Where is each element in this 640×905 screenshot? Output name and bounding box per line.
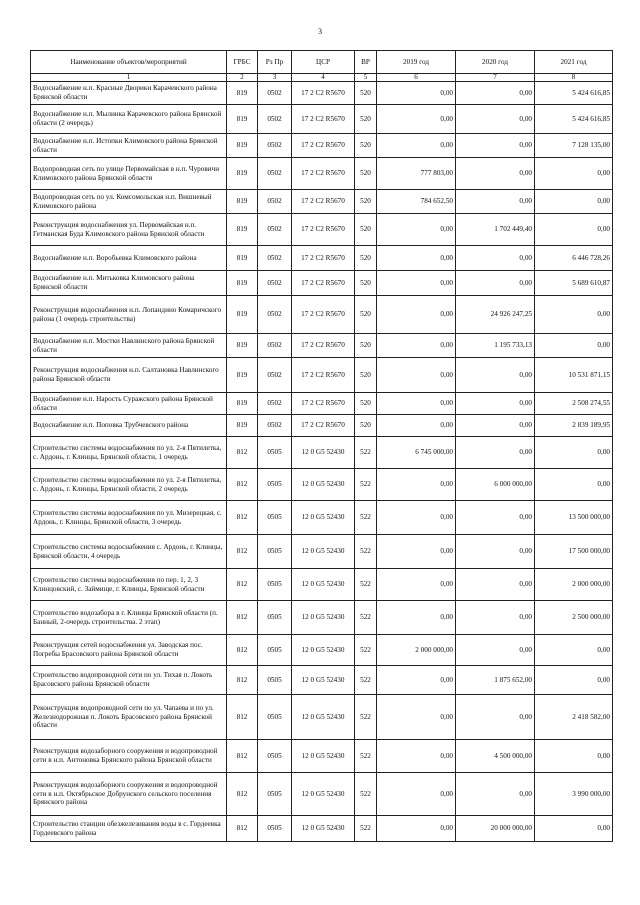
row-rzpr: 0502: [258, 246, 292, 271]
row-vr: 520: [355, 158, 377, 190]
row-2021: 2 000 000,00: [535, 569, 613, 601]
row-2020: 0,00: [456, 695, 535, 740]
row-2019: 0,00: [377, 246, 456, 271]
row-rzpr: 0502: [258, 393, 292, 415]
row-2020: 1 195 733,13: [456, 334, 535, 358]
row-vr: 522: [355, 437, 377, 469]
row-name: Строительство системы водоснабжения по ул. 2-я Пятилетка, с. Ардонь, г. Клинцы, Брянской области, 1 очередь: [31, 437, 227, 469]
row-name: Реконструкция водопроводной сети по ул. Чапаева и по ул. Железнодорожная п. Локоть Брасовского района Брянской области: [31, 695, 227, 740]
row-2021: 0,00: [535, 334, 613, 358]
row-csr: 17 2 C2 R5670: [292, 214, 355, 246]
row-csr: 17 2 C2 R5670: [292, 393, 355, 415]
row-2021: 0,00: [535, 469, 613, 501]
row-grbs: 812: [227, 635, 258, 666]
row-2019: 0,00: [377, 816, 456, 842]
row-csr: 17 2 C2 R5670: [292, 358, 355, 393]
row-vr: 520: [355, 296, 377, 334]
row-rzpr: 0502: [258, 334, 292, 358]
row-rzpr: 0505: [258, 569, 292, 601]
column-number: 3: [258, 74, 292, 82]
row-rzpr: 0502: [258, 158, 292, 190]
row-2019: 0,00: [377, 601, 456, 635]
header-rzpr: Рз Пр: [258, 51, 292, 74]
row-2019: 0,00: [377, 214, 456, 246]
row-grbs: 812: [227, 437, 258, 469]
row-csr: 17 2 C2 R5670: [292, 158, 355, 190]
row-grbs: 812: [227, 695, 258, 740]
row-2019: 0,00: [377, 501, 456, 535]
row-2021: 0,00: [535, 740, 613, 773]
row-csr: 12 0 G5 52430: [292, 535, 355, 569]
row-grbs: 819: [227, 358, 258, 393]
row-2020: 0,00: [456, 358, 535, 393]
row-csr: 12 0 G5 52430: [292, 601, 355, 635]
row-vr: 522: [355, 569, 377, 601]
row-2019: 0,00: [377, 695, 456, 740]
row-vr: 520: [355, 271, 377, 296]
row-grbs: 819: [227, 415, 258, 437]
row-grbs: 812: [227, 569, 258, 601]
table-row: [31, 501, 613, 535]
column-number: 7: [456, 74, 535, 82]
row-name: Строительство водопроводной сети по ул. Тихая п. Локоть Брасовского района Брянской области: [31, 666, 227, 695]
row-rzpr: 0502: [258, 415, 292, 437]
column-number: 5: [355, 74, 377, 82]
row-vr: 522: [355, 666, 377, 695]
row-name: Водоснабжение н.п. Воробьевка Климовского района: [31, 246, 227, 271]
table-row: [31, 271, 613, 296]
row-name: Строительство водозабора в г. Клинцы Брянской области (п. Банный, 2-очередь строительства. 2 этап): [31, 601, 227, 635]
row-vr: 520: [355, 334, 377, 358]
row-vr: 522: [355, 601, 377, 635]
header-row: [31, 51, 613, 74]
row-rzpr: 0505: [258, 740, 292, 773]
row-grbs: 812: [227, 740, 258, 773]
table-row: [31, 666, 613, 695]
row-2021: 0,00: [535, 190, 613, 214]
row-csr: 12 0 G5 52430: [292, 695, 355, 740]
row-name: Реконструкция водоснабжения н.п. Салтановка Навлинского района Брянской области: [31, 358, 227, 393]
row-grbs: 812: [227, 535, 258, 569]
row-grbs: 819: [227, 158, 258, 190]
table-row: [31, 740, 613, 773]
row-2020: 0,00: [456, 415, 535, 437]
row-name: Водопроводная сеть по ул. Комсомольская н.п. Вишневый Климовского района: [31, 190, 227, 214]
row-2021: 10 531 871,15: [535, 358, 613, 393]
row-2019: 0,00: [377, 469, 456, 501]
column-number-row: [31, 74, 613, 82]
row-2020: 0,00: [456, 82, 535, 105]
row-name: Водоснабжение н.п. Истопки Климовского района Брянской области: [31, 134, 227, 158]
row-grbs: 819: [227, 105, 258, 134]
page-number: 3: [318, 27, 322, 36]
header-2020: 2020 год: [456, 51, 535, 74]
row-2021: 0,00: [535, 296, 613, 334]
header-grbs: ГРБС: [227, 51, 258, 74]
column-number: 4: [292, 74, 355, 82]
row-grbs: 819: [227, 296, 258, 334]
row-2021: 2 839 189,95: [535, 415, 613, 437]
row-2019: 0,00: [377, 82, 456, 105]
row-csr: 17 2 C2 R5670: [292, 334, 355, 358]
row-name: Реконструкция водоснабжения н.п. Лопандино Комаричского района (1 очередь строительства): [31, 296, 227, 334]
row-2020: 0,00: [456, 393, 535, 415]
row-2019: 6 745 000,00: [377, 437, 456, 469]
row-2020: 0,00: [456, 535, 535, 569]
table-row: [31, 569, 613, 601]
row-rzpr: 0505: [258, 695, 292, 740]
row-2019: 0,00: [377, 393, 456, 415]
row-name: Реконструкция водоснабжения ул. Первомайская н.п. Гетманская Буда Климовского района Брянской области: [31, 214, 227, 246]
table-row: [31, 190, 613, 214]
row-rzpr: 0505: [258, 635, 292, 666]
row-2019: 0,00: [377, 105, 456, 134]
row-name: Водоснабжение н.п. Нарость Суражского района Брянской области: [31, 393, 227, 415]
row-rzpr: 0502: [258, 82, 292, 105]
row-rzpr: 0505: [258, 816, 292, 842]
row-vr: 520: [355, 393, 377, 415]
table-row: [31, 158, 613, 190]
row-grbs: 812: [227, 601, 258, 635]
row-grbs: 812: [227, 816, 258, 842]
table-row: [31, 469, 613, 501]
table-row: [31, 246, 613, 271]
header-name: Наименование объектов/мероприятий: [31, 51, 227, 74]
row-csr: 17 2 C2 R5670: [292, 415, 355, 437]
row-vr: 522: [355, 816, 377, 842]
table-row: [31, 695, 613, 740]
row-name: Строительство системы водоснабжения с. Ардонь, г. Клинцы, Брянской области, 4 очередь: [31, 535, 227, 569]
row-2020: 0,00: [456, 158, 535, 190]
row-2019: 784 652,50: [377, 190, 456, 214]
row-2020: 0,00: [456, 437, 535, 469]
table-row: [31, 334, 613, 358]
row-rzpr: 0505: [258, 469, 292, 501]
row-rzpr: 0505: [258, 535, 292, 569]
table-row: [31, 635, 613, 666]
row-2019: 2 000 000,00: [377, 635, 456, 666]
row-csr: 17 2 C2 R5670: [292, 246, 355, 271]
row-vr: 520: [355, 105, 377, 134]
row-2021: 0,00: [535, 635, 613, 666]
row-vr: 522: [355, 773, 377, 816]
row-rzpr: 0502: [258, 214, 292, 246]
row-2020: 0,00: [456, 569, 535, 601]
row-2019: 0,00: [377, 296, 456, 334]
row-2021: 0,00: [535, 214, 613, 246]
column-number: 1: [31, 74, 227, 82]
row-vr: 522: [355, 635, 377, 666]
row-vr: 520: [355, 358, 377, 393]
row-rzpr: 0505: [258, 501, 292, 535]
header-vr: ВР: [355, 51, 377, 74]
row-vr: 520: [355, 415, 377, 437]
row-2021: 17 500 000,00: [535, 535, 613, 569]
row-2019: 0,00: [377, 415, 456, 437]
row-2020: 24 926 247,25: [456, 296, 535, 334]
row-2020: 0,00: [456, 246, 535, 271]
row-2021: 2 508 274,55: [535, 393, 613, 415]
row-2020: 0,00: [456, 105, 535, 134]
row-2021: 0,00: [535, 437, 613, 469]
row-csr: 12 0 G5 52430: [292, 666, 355, 695]
row-2019: 0,00: [377, 569, 456, 601]
row-csr: 12 0 G5 52430: [292, 501, 355, 535]
table-row: [31, 296, 613, 334]
row-name: Строительство системы водоснабжения по ул. 2-я Пятилетка, с. Ардонь, г. Клинцы, Брянской области, 2 очередь: [31, 469, 227, 501]
row-name: Водоснабжение н.п. Митьковка Климовского района Брянской области: [31, 271, 227, 296]
row-rzpr: 0502: [258, 358, 292, 393]
table-row: [31, 601, 613, 635]
row-csr: 17 2 C2 R5670: [292, 190, 355, 214]
row-2019: 0,00: [377, 334, 456, 358]
row-csr: 12 0 G5 52430: [292, 569, 355, 601]
row-2020: 0,00: [456, 635, 535, 666]
row-2020: 0,00: [456, 501, 535, 535]
row-csr: 17 2 C2 R5670: [292, 105, 355, 134]
row-2020: 20 000 000,00: [456, 816, 535, 842]
row-vr: 522: [355, 469, 377, 501]
row-grbs: 812: [227, 666, 258, 695]
row-vr: 520: [355, 214, 377, 246]
row-2021: 2 500 000,00: [535, 601, 613, 635]
row-2019: 0,00: [377, 666, 456, 695]
table-row: [31, 816, 613, 842]
row-csr: 12 0 G5 52430: [292, 816, 355, 842]
table-row: [31, 105, 613, 134]
column-number: 2: [227, 74, 258, 82]
row-vr: 522: [355, 740, 377, 773]
row-2021: 6 446 728,26: [535, 246, 613, 271]
row-csr: 12 0 G5 52430: [292, 773, 355, 816]
row-2019: 0,00: [377, 773, 456, 816]
row-2020: 1 875 652,00: [456, 666, 535, 695]
header-2021: 2021 год: [535, 51, 613, 74]
row-grbs: 819: [227, 82, 258, 105]
row-2020: 1 702 449,40: [456, 214, 535, 246]
row-2019: 0,00: [377, 358, 456, 393]
table-row: [31, 134, 613, 158]
row-rzpr: 0505: [258, 437, 292, 469]
row-grbs: 819: [227, 246, 258, 271]
row-rzpr: 0502: [258, 105, 292, 134]
row-grbs: 819: [227, 190, 258, 214]
row-2019: 0,00: [377, 535, 456, 569]
column-number: 6: [377, 74, 456, 82]
row-2020: 0,00: [456, 773, 535, 816]
row-2019: 0,00: [377, 271, 456, 296]
row-2020: 0,00: [456, 190, 535, 214]
row-rzpr: 0505: [258, 601, 292, 635]
row-2021: 0,00: [535, 816, 613, 842]
row-vr: 522: [355, 535, 377, 569]
row-name: Строительство системы водоснабжения по пер. 1, 2, 3 Клинцовский, с. Займище, г. Клинцы, Брянской области: [31, 569, 227, 601]
row-rzpr: 0502: [258, 134, 292, 158]
row-2019: 0,00: [377, 740, 456, 773]
row-2021: 5 424 616,85: [535, 105, 613, 134]
row-2019: 777 803,00: [377, 158, 456, 190]
row-name: Строительство системы водоснабжения по ул. Мизерецкая, с. Ардонь, г. Клинцы, Брянской области, 3 очередь: [31, 501, 227, 535]
table-row: [31, 358, 613, 393]
table-row: [31, 535, 613, 569]
row-vr: 522: [355, 501, 377, 535]
row-rzpr: 0505: [258, 773, 292, 816]
row-grbs: 819: [227, 334, 258, 358]
header-csr: ЦСР: [292, 51, 355, 74]
table-row: [31, 437, 613, 469]
row-vr: 520: [355, 134, 377, 158]
header-2019: 2019 год: [377, 51, 456, 74]
row-name: Водоснабжение н.п. Мостки Навлинского района Брянской области: [31, 334, 227, 358]
row-name: Водоснабжение н.п. Красные Дворики Карачевского района Брянской области: [31, 82, 227, 105]
row-2020: 0,00: [456, 134, 535, 158]
row-csr: 12 0 G5 52430: [292, 437, 355, 469]
row-2021: 13 500 000,00: [535, 501, 613, 535]
row-2021: 7 128 135,00: [535, 134, 613, 158]
row-name: Реконструкция сетей водоснабжения ул. Заводская пос. Погребы Брасовского района Брянской области: [31, 635, 227, 666]
row-csr: 12 0 G5 52430: [292, 740, 355, 773]
table-row: [31, 214, 613, 246]
row-2020: 0,00: [456, 271, 535, 296]
row-rzpr: 0505: [258, 666, 292, 695]
row-2020: 0,00: [456, 601, 535, 635]
row-rzpr: 0502: [258, 296, 292, 334]
row-grbs: 812: [227, 773, 258, 816]
row-csr: 17 2 C2 R5670: [292, 296, 355, 334]
column-number: 8: [535, 74, 613, 82]
table-row: [31, 415, 613, 437]
row-vr: 522: [355, 695, 377, 740]
row-grbs: 819: [227, 134, 258, 158]
row-name: Реконструкция водозаборного сооружения и водопроводной сети в н.п. Антоновка Брянского района Брянской области: [31, 740, 227, 773]
row-rzpr: 0502: [258, 190, 292, 214]
row-grbs: 819: [227, 393, 258, 415]
row-name: Реконструкция водозаборного сооружения и водопроводной сети в н.п. Октябрьское Добрунского сельского поселения Брянского района: [31, 773, 227, 816]
row-name: Строительство станции обезжелезивания воды в с. Гордеевка Гордеевского района: [31, 816, 227, 842]
row-csr: 12 0 G5 52430: [292, 635, 355, 666]
row-grbs: 819: [227, 271, 258, 296]
row-csr: 17 2 C2 R5670: [292, 271, 355, 296]
budget-table: [30, 50, 613, 842]
row-2019: 0,00: [377, 134, 456, 158]
row-2021: 2 418 582,00: [535, 695, 613, 740]
row-csr: 12 0 G5 52430: [292, 469, 355, 501]
row-2021: 0,00: [535, 666, 613, 695]
row-csr: 17 2 C2 R5670: [292, 82, 355, 105]
row-rzpr: 0502: [258, 271, 292, 296]
row-2021: 3 990 000,00: [535, 773, 613, 816]
row-2021: 5 424 616,85: [535, 82, 613, 105]
row-2020: 4 500 000,00: [456, 740, 535, 773]
row-2021: 0,00: [535, 158, 613, 190]
table-row: [31, 82, 613, 105]
row-grbs: 819: [227, 214, 258, 246]
row-name: Водоснабжение н.п. Поповка Трубчевского района: [31, 415, 227, 437]
row-vr: 520: [355, 82, 377, 105]
row-2021: 5 689 610,87: [535, 271, 613, 296]
row-grbs: 812: [227, 501, 258, 535]
row-csr: 17 2 C2 R5670: [292, 134, 355, 158]
row-name: Водоснабжение н.п. Мылинка Карачевского района Брянской области (2 очередь): [31, 105, 227, 134]
row-2020: 6 000 000,00: [456, 469, 535, 501]
table-row: [31, 393, 613, 415]
row-grbs: 812: [227, 469, 258, 501]
table-row: [31, 773, 613, 816]
row-name: Водопроводная сеть по улице Первомайская в н.п. Чуровичи Климовского района Брянской области: [31, 158, 227, 190]
row-vr: 520: [355, 190, 377, 214]
row-vr: 520: [355, 246, 377, 271]
